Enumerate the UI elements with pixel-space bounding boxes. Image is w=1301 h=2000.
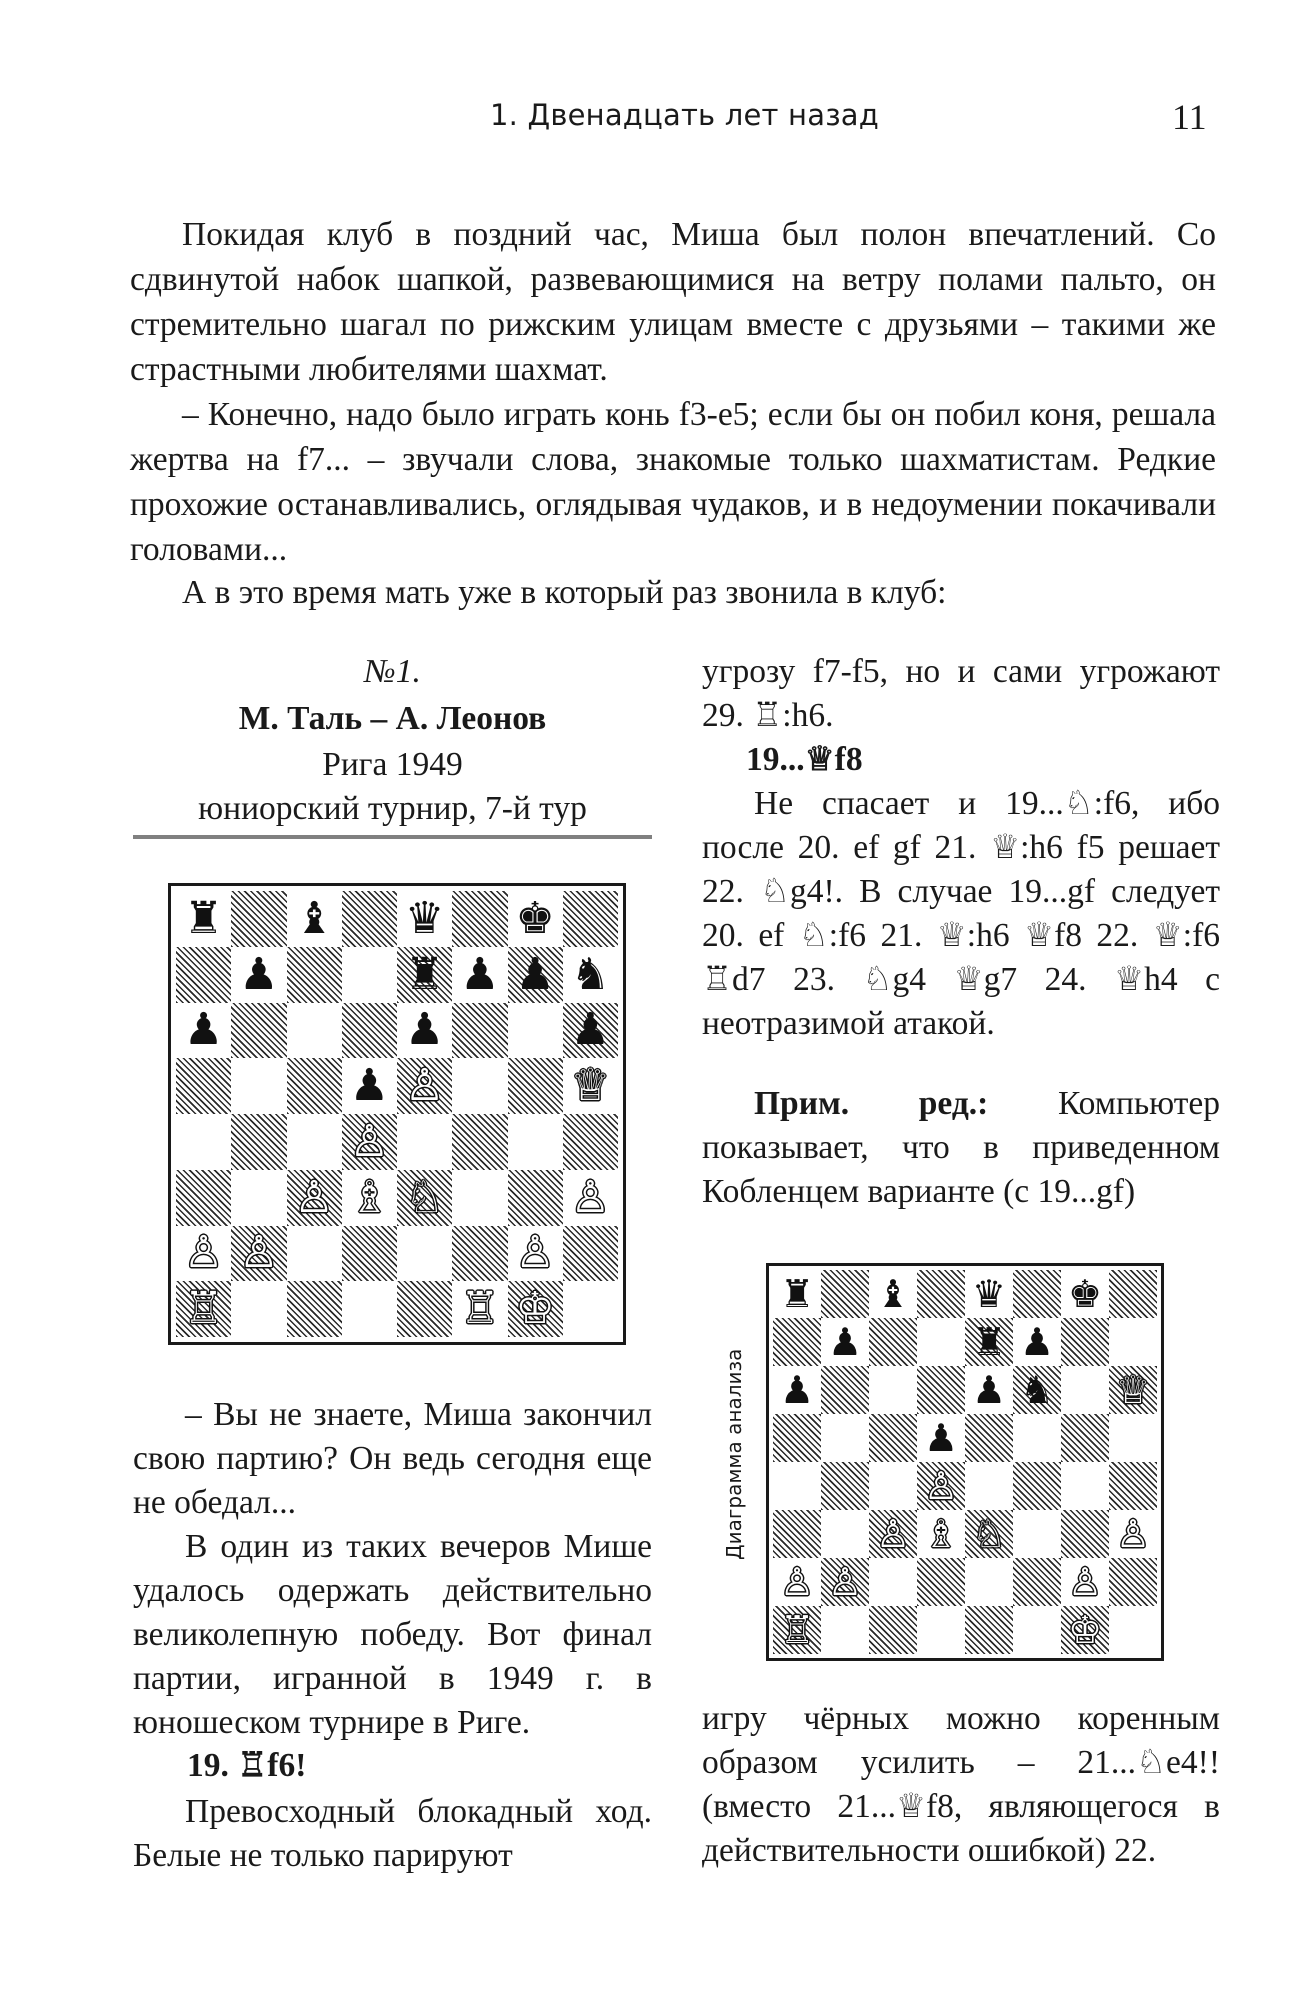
square-f7 <box>1013 1318 1061 1366</box>
white-pawn-icon: ♙ <box>570 1171 611 1223</box>
square-b3 <box>821 1510 869 1558</box>
running-header: 1. Двенадцать лет назад <box>490 98 880 132</box>
square-h6 <box>1109 1366 1157 1414</box>
white-pawn-icon: ♙ <box>239 1227 279 1279</box>
square-h4 <box>1109 1462 1157 1510</box>
board-analysis-grid <box>773 1270 1157 1654</box>
black-pawn-icon: ♟ <box>570 1004 611 1056</box>
square-c7 <box>287 947 342 1003</box>
square-g6 <box>1061 1366 1109 1414</box>
square-d3 <box>342 1170 397 1226</box>
square-d7 <box>342 947 397 1003</box>
square-c8 <box>869 1270 917 1318</box>
square-c6 <box>869 1366 917 1414</box>
black-queen-icon: ♛ <box>971 1272 1007 1316</box>
square-b7 <box>231 947 286 1003</box>
square-b1 <box>821 1606 869 1654</box>
square-c3 <box>869 1510 917 1558</box>
square-e5 <box>965 1414 1013 1462</box>
square-c8 <box>287 891 342 947</box>
divider <box>133 835 652 839</box>
square-c2 <box>869 1558 917 1606</box>
square-g5 <box>1061 1414 1109 1462</box>
square-a6 <box>773 1366 821 1414</box>
white-knight-icon: ♘ <box>404 1171 445 1223</box>
square-g7 <box>1061 1318 1109 1366</box>
square-g4 <box>508 1114 563 1170</box>
square-h8 <box>1109 1270 1157 1318</box>
black-rook-icon: ♜ <box>404 948 445 1000</box>
board-main-grid <box>176 891 618 1337</box>
square-f8 <box>1013 1270 1061 1318</box>
black-rook-icon: ♜ <box>183 892 224 944</box>
square-c2 <box>287 1226 342 1282</box>
square-b7 <box>821 1318 869 1366</box>
square-f4 <box>452 1114 507 1170</box>
square-d6 <box>342 1003 397 1059</box>
right-paragraph-1: угрозу f7-f5, но и сами угрожают 29. ♖:h6. <box>702 653 1220 734</box>
chess-diagram-analysis <box>766 1263 1164 1661</box>
square-e4 <box>965 1462 1013 1510</box>
square-c1 <box>287 1281 342 1337</box>
white-pawn-icon: ♙ <box>1067 1560 1103 1604</box>
square-b6 <box>231 1003 286 1059</box>
white-king-icon: ♔ <box>1067 1608 1103 1652</box>
square-e8 <box>397 891 452 947</box>
square-c5 <box>869 1414 917 1462</box>
white-pawn-icon: ♙ <box>183 1227 224 1279</box>
white-pawn-icon: ♙ <box>779 1560 815 1604</box>
square-b5 <box>231 1058 286 1114</box>
square-b2 <box>821 1558 869 1606</box>
square-h4 <box>563 1114 618 1170</box>
white-pawn-icon: ♙ <box>827 1560 863 1604</box>
square-h1 <box>1109 1606 1157 1654</box>
square-e5 <box>397 1058 452 1114</box>
square-b5 <box>821 1414 869 1462</box>
square-f3 <box>1013 1510 1061 1558</box>
white-queen-icon: ♕ <box>570 1060 611 1112</box>
left-paragraph-1: – Вы не знаете, Миша закончил свою партию? Он ведь сегодня еще не обедал... <box>133 1396 652 1521</box>
square-h8 <box>563 891 618 947</box>
black-king-icon: ♚ <box>1067 1272 1103 1316</box>
white-pawn-icon: ♙ <box>1115 1512 1151 1556</box>
intro-paragraph-2: – Конечно, надо было играть конь f3-e5; если бы он побил коня, решала жертва на f7... – звучали слова, знакомые только шахматистам. Редкие прохожие останавливались, оглядывая чудаков, и в недоумении покачивали головами... <box>130 396 1216 568</box>
square-f5 <box>1013 1414 1061 1462</box>
white-pawn-icon: ♙ <box>923 1464 959 1508</box>
white-rook-icon: ♖ <box>183 1283 224 1335</box>
square-h5 <box>1109 1414 1157 1462</box>
black-bishop-icon: ♝ <box>294 892 334 944</box>
square-g8 <box>508 891 563 947</box>
square-b8 <box>231 891 286 947</box>
square-h2 <box>563 1226 618 1282</box>
right-paragraph-3: игру чёрных можно коренным образом усилить – 21...♘e4!! (вместо 21...♕f8, являющегося в действительности ошибкой) 22. <box>702 1700 1220 1869</box>
game-event: юниорский турнир, 7-й тур <box>198 790 587 827</box>
white-pawn-icon: ♙ <box>515 1227 555 1279</box>
square-c4 <box>869 1462 917 1510</box>
right-paragraph-2: Не спасает и 19...♘:f6, ибо после 20. ef gf 21. ♕:h6 f5 решает 22. ♘g4!. В случае 19...gf следует 20. ef ♘:f6 21. ♕:h6 ♕f8 22. ♕:f6 ♖d7 23. ♘g4 ♕g7 24. ♕h4 с неотразимой атакой. <box>702 785 1220 1042</box>
square-d4 <box>342 1114 397 1170</box>
square-a4 <box>176 1114 231 1170</box>
square-g2 <box>1061 1558 1109 1606</box>
square-b3 <box>231 1170 286 1226</box>
square-g7 <box>508 947 563 1003</box>
square-c5 <box>287 1058 342 1114</box>
left-paragraph-2: В один из таких вечеров Мише удалось одержать действительно великолепную победу. Вот финал партии, игранной в 1949 г. в юношеском турнире в Риге. <box>133 1528 652 1741</box>
square-d6 <box>917 1366 965 1414</box>
square-d1 <box>917 1606 965 1654</box>
black-knight-icon: ♞ <box>570 948 611 1000</box>
square-e8 <box>965 1270 1013 1318</box>
square-f5 <box>452 1058 507 1114</box>
black-pawn-icon: ♟ <box>827 1320 863 1364</box>
square-e4 <box>397 1114 452 1170</box>
square-g8 <box>1061 1270 1109 1318</box>
square-a4 <box>773 1462 821 1510</box>
square-f1 <box>452 1281 507 1337</box>
square-d7 <box>917 1318 965 1366</box>
intro-paragraph-1: Покидая клуб в поздний час, Миша был полон впечатлений. Со сдвинутой набок шапкой, развевающимися на ветру полами пальто, он стремительно шагал по рижским улицам вместе с друзьями – такими же страстными любителями шахмат. <box>130 216 1216 388</box>
square-d5 <box>917 1414 965 1462</box>
analysis-diagram-label: Диаграмма анализа <box>722 1348 746 1560</box>
square-g1 <box>1061 1606 1109 1654</box>
square-g5 <box>508 1058 563 1114</box>
square-g2 <box>508 1226 563 1282</box>
white-bishop-icon: ♗ <box>349 1171 390 1223</box>
square-b4 <box>821 1462 869 1510</box>
square-a1 <box>176 1281 231 1337</box>
black-queen-icon: ♛ <box>404 892 445 944</box>
square-e7 <box>397 947 452 1003</box>
square-c1 <box>869 1606 917 1654</box>
white-knight-icon: ♘ <box>971 1512 1007 1556</box>
square-a3 <box>773 1510 821 1558</box>
square-a7 <box>176 947 231 1003</box>
square-g3 <box>1061 1510 1109 1558</box>
square-g1 <box>508 1281 563 1337</box>
square-a5 <box>176 1058 231 1114</box>
square-b2 <box>231 1226 286 1282</box>
black-king-icon: ♚ <box>515 892 555 944</box>
black-pawn-icon: ♟ <box>515 948 555 1000</box>
black-pawn-icon: ♟ <box>239 948 279 1000</box>
square-f1 <box>1013 1606 1061 1654</box>
square-h3 <box>1109 1510 1157 1558</box>
game-place-year: Рига 1949 <box>322 746 463 783</box>
white-pawn-icon: ♙ <box>404 1060 445 1112</box>
square-e3 <box>397 1170 452 1226</box>
square-f4 <box>1013 1462 1061 1510</box>
square-h5 <box>563 1058 618 1114</box>
editor-note-label: Прим. ред.: <box>754 1085 989 1122</box>
square-h2 <box>1109 1558 1157 1606</box>
square-h3 <box>563 1170 618 1226</box>
square-a3 <box>176 1170 231 1226</box>
square-g6 <box>508 1003 563 1059</box>
black-pawn-icon: ♟ <box>183 1004 224 1056</box>
square-f7 <box>452 947 507 1003</box>
move-19-black: 19...♕f8 <box>746 741 863 778</box>
square-f3 <box>452 1170 507 1226</box>
square-e2 <box>397 1226 452 1282</box>
square-d8 <box>342 891 397 947</box>
black-pawn-icon: ♟ <box>1019 1320 1055 1364</box>
square-c4 <box>287 1114 342 1170</box>
black-knight-icon: ♞ <box>1019 1368 1055 1412</box>
white-bishop-icon: ♗ <box>923 1512 959 1556</box>
square-a6 <box>176 1003 231 1059</box>
square-e6 <box>397 1003 452 1059</box>
square-h1 <box>563 1281 618 1337</box>
square-d8 <box>917 1270 965 1318</box>
square-f6 <box>452 1003 507 1059</box>
white-rook-icon: ♖ <box>460 1283 500 1335</box>
white-king-icon: ♔ <box>515 1283 555 1335</box>
square-e7 <box>965 1318 1013 1366</box>
chess-diagram-main <box>168 883 626 1345</box>
black-pawn-icon: ♟ <box>779 1368 815 1412</box>
white-pawn-icon: ♙ <box>294 1171 334 1223</box>
square-a2 <box>773 1558 821 1606</box>
square-e2 <box>965 1558 1013 1606</box>
square-f6 <box>1013 1366 1061 1414</box>
square-d2 <box>917 1558 965 1606</box>
square-d5 <box>342 1058 397 1114</box>
square-e1 <box>397 1281 452 1337</box>
black-bishop-icon: ♝ <box>875 1272 911 1316</box>
square-e3 <box>965 1510 1013 1558</box>
square-b8 <box>821 1270 869 1318</box>
black-pawn-icon: ♟ <box>971 1368 1007 1412</box>
square-d4 <box>917 1462 965 1510</box>
black-pawn-icon: ♟ <box>923 1416 959 1460</box>
square-h7 <box>563 947 618 1003</box>
square-c7 <box>869 1318 917 1366</box>
square-d2 <box>342 1226 397 1282</box>
square-d1 <box>342 1281 397 1337</box>
square-g3 <box>508 1170 563 1226</box>
square-f8 <box>452 891 507 947</box>
square-c3 <box>287 1170 342 1226</box>
white-pawn-icon: ♙ <box>875 1512 911 1556</box>
editor-note-text: Компьютер показывает, что в приведенном Кобленцем варианте (с 19...gf) <box>702 1085 1220 1210</box>
white-pawn-icon: ♙ <box>349 1115 390 1167</box>
square-f2 <box>452 1226 507 1282</box>
square-a5 <box>773 1414 821 1462</box>
square-e1 <box>965 1606 1013 1654</box>
black-pawn-icon: ♟ <box>460 948 500 1000</box>
black-pawn-icon: ♟ <box>404 1004 445 1056</box>
black-rook-icon: ♜ <box>779 1272 815 1316</box>
editor-note <box>702 1082 1220 1214</box>
black-pawn-icon: ♟ <box>349 1060 390 1112</box>
white-rook-icon: ♖ <box>779 1608 815 1652</box>
square-a1 <box>773 1606 821 1654</box>
square-a2 <box>176 1226 231 1282</box>
black-rook-icon: ♜ <box>971 1320 1007 1364</box>
square-e6 <box>965 1366 1013 1414</box>
square-a7 <box>773 1318 821 1366</box>
square-a8 <box>176 891 231 947</box>
square-b6 <box>821 1366 869 1414</box>
square-d3 <box>917 1510 965 1558</box>
square-c6 <box>287 1003 342 1059</box>
game-players: М. Таль – А. Леонов <box>238 700 547 737</box>
square-g4 <box>1061 1462 1109 1510</box>
intro-paragraph-3: А в это время мать уже в который раз звонила в клуб: <box>182 574 947 611</box>
square-h6 <box>563 1003 618 1059</box>
square-f2 <box>1013 1558 1061 1606</box>
square-b1 <box>231 1281 286 1337</box>
square-b4 <box>231 1114 286 1170</box>
game-number: №1. <box>364 653 421 690</box>
page-number: 11 <box>1172 97 1207 137</box>
square-a8 <box>773 1270 821 1318</box>
move-19-white: 19. ♖f6! <box>187 1747 307 1784</box>
square-h7 <box>1109 1318 1157 1366</box>
left-paragraph-3: Превосходный блокадный ход. Белые не только парируют <box>133 1793 652 1874</box>
white-queen-icon: ♕ <box>1115 1368 1151 1412</box>
